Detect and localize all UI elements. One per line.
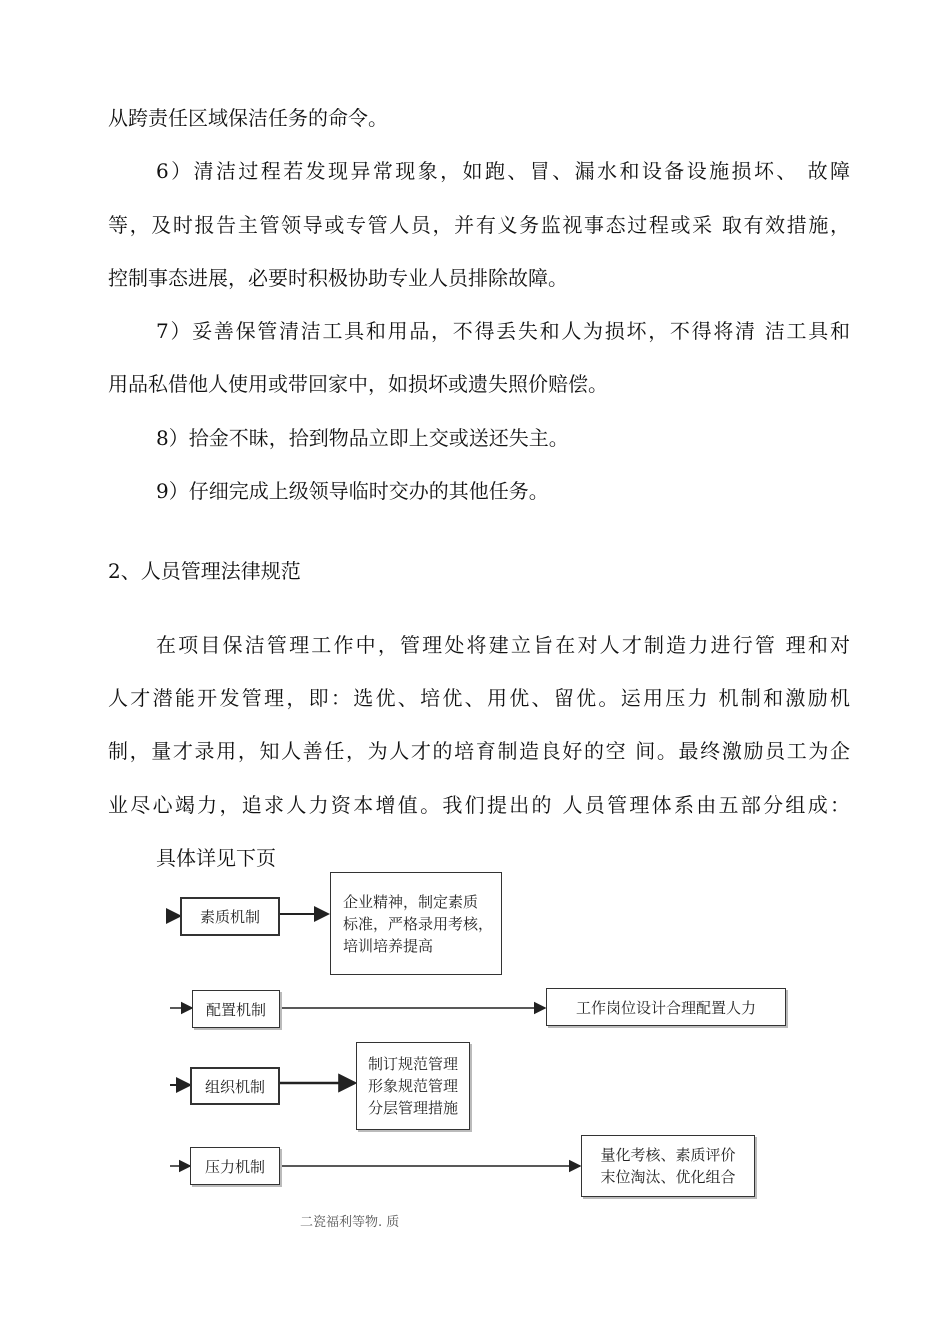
allocation-detail-text: 工作岗位设计合理配置人力	[575, 998, 756, 1017]
para-3-line-1: 7）妥善保管清洁工具和用品，不得丢失和人为损坏，不得将清 洁工具和	[156, 319, 850, 343]
section-heading: 2、人员管理法律规范	[108, 559, 301, 583]
organization-detail-line-1: 制订规范管理	[367, 1055, 458, 1073]
box-allocation-detail	[546, 988, 786, 1026]
quality-detail-line-2: 标准，严格录用考核，	[343, 914, 494, 933]
para-6-line-1: 在项目保洁管理工作中，管理处将建立旨在对人才制造力进行管 理和对	[156, 633, 850, 657]
box-quality-detail	[330, 872, 502, 975]
para-1: 从跨责任区域保洁任务的命令。	[108, 106, 388, 130]
para-3-line-2: 用品私借他人使用或带回家中，如损坏或遗失照价赔偿。	[108, 372, 608, 396]
para-7: 具体详见下页	[156, 846, 276, 870]
para-6-line-2: 人才潜能开发管理，即：选优、培优、用优、留优。运用压力 机制和激励机	[108, 686, 850, 710]
quality-detail-line-3: 培训培养提高	[343, 936, 434, 955]
box-organization-mechanism-label: 组织机制	[204, 1077, 265, 1096]
para-2-line-3: 控制事态进展，必要时积极协助专业人员排除故障。	[108, 266, 568, 290]
box-organization-mechanism	[190, 1067, 280, 1105]
organization-detail-line-2: 形象规范管理	[367, 1077, 458, 1095]
para-2-line-1: 6）清洁过程若发现异常现象，如跑、冒、漏水和设备设施损坏、 故障	[156, 159, 850, 183]
para-2-line-2: 等，及时报告主管领导或专管人员，并有义务监视事态过程或采 取有效措施，	[108, 213, 850, 237]
diagram-caption: 二瓷福利等物. 质	[300, 1215, 400, 1230]
box-organization-detail	[356, 1042, 470, 1130]
para-5: 9）仔细完成上级领导临时交办的其他任务。	[156, 479, 549, 503]
quality-detail-line-1: 企业精神，制定素质	[343, 892, 479, 911]
organization-detail-line-3: 分层管理措施	[367, 1099, 458, 1117]
box-quality-mechanism-label: 素质机制	[199, 908, 260, 926]
para-4: 8）拾金不昧，拾到物品立即上交或送还失主。	[156, 426, 569, 450]
para-6-line-4: 业尽心竭力，追求人力资本增值。我们提出的 人员管理体系由五部分组成：	[108, 793, 850, 817]
box-allocation-mechanism	[192, 990, 280, 1028]
box-allocation-mechanism-label: 配置机制	[205, 1000, 266, 1019]
para-6-line-3: 制，量才录用，知人善任，为人才的培育制造良好的空 间。最终激励员工为企	[108, 739, 850, 763]
pressure-detail-line-1: 量化考核、素质评价	[600, 1146, 736, 1164]
box-pressure-detail	[581, 1135, 755, 1197]
box-pressure-mechanism-label: 压力机制	[204, 1157, 265, 1176]
box-pressure-mechanism	[190, 1147, 280, 1185]
box-quality-mechanism	[180, 897, 280, 936]
pressure-detail-line-2: 末位淘汰、优化组合	[600, 1168, 736, 1186]
